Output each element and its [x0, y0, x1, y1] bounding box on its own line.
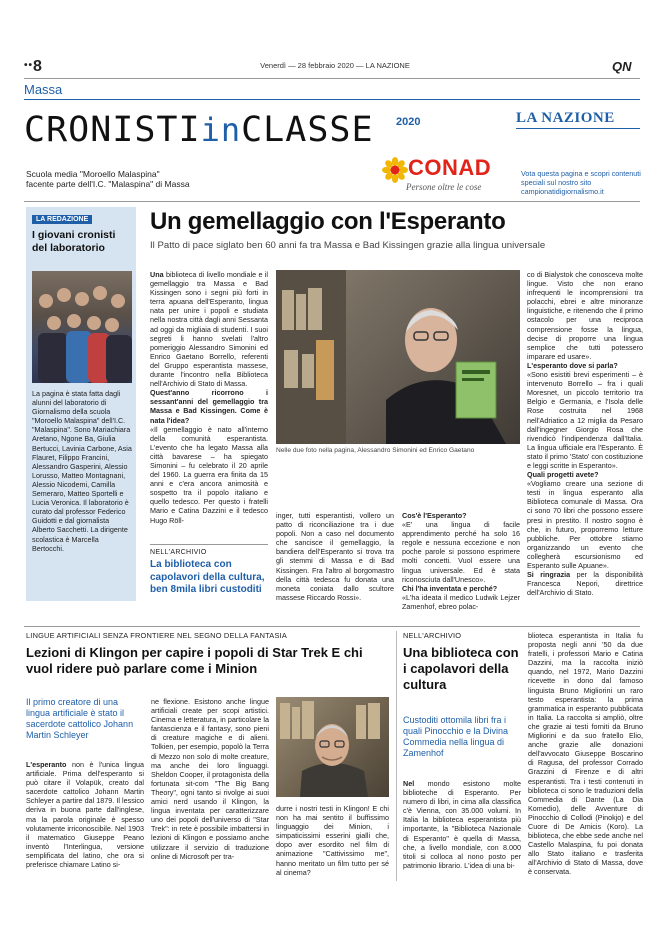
simonini-photo [276, 270, 520, 444]
students-photo [32, 271, 132, 383]
photo-caption: Nelle due foto nella pagina, Alessandro Simonini ed Enrico Gaetano [276, 447, 475, 454]
la-nazione-logo: LA NAZIONE [516, 110, 615, 126]
promo-box[interactable]: Vota questa pagina e scopri contenuti speciali sul nostro sito campionatidigiornalismo.it [521, 169, 641, 196]
main-col-4: co di Bialystok che conosceva molte lingue. Visto che non erano infrequenti le incomprensioni tra polacchi, ebrei e altre minoranze linguistiche, e ritenendo che il primo ostacolo per una reciproca comprensione fosse la lingua, decise di proporre una lingua semplice che tutti potessero imparare ed usare». L'esperanto dove si parla? «Sono esistiti brevi esperimenti – è intervenuto Borrello – fra i quali Moresnet, un piccolo territorio tra Belgio e Germania, e l'Isola delle Rose costruita nel 1968 nell'Adriatico a 12 miglia da Pesaro dall'ingegner Giorgio Rosa che rivendicò l'indipendenza dall'Italia. La lingua ufficiale era l'Esperanto. È stato il primo 'Stato' con costituzione e leggi scritte in Esperanto». Quali progetti avete? «Vogliamo creare una sezione di testi in lingua esperanto alla Biblioteca comunale di Massa. Ora ci sono 70 libri che possono essere presi in prestito. Il nostro sogno è che, in futuro, proporremo letture pubbliche. Per ottobre stiamo organizzando un evento che collegherà escursionismo ed Esperanto sulle Apuane». Si ringrazia per la disponibilità Francesca Nepori, direttrice dell'Archivio di Stato. [527, 270, 643, 598]
masthead-bottom-rule [24, 201, 640, 202]
section-divider [24, 626, 640, 627]
klingon-col-2: ne flexione. Esistono anche lingue artificiali create per scopi artistici. Cinema e letteratura, in particolare la fantascienza e il fantasy, sono pieni di creature magiche e di alieni. Tolkien, per esempio, popolò la Terra di Mezzo non solo di molte creature, ma anche dei loro linguaggi. Sheldon Cooper, il protagonista della fortunata sit-com "The Big Bang Theory", ogni tanto si rivolge ai suoi amici nerd usando il Klingon, la lingua inventata per caratterizzare uno dei popoli dell'universo di "Star Trek": in rete è possibile imbattersi in lezioni di Klingon e possiamo anche utilizzare il servizio di traduzione online di Microsoft per tra- [151, 697, 269, 861]
masthead-title: CRONISTIinCLASSE [24, 110, 374, 150]
archive-kicker: NELL'ARCHIVIO [403, 631, 462, 640]
klingon-col-1: L'esperanto non è l'unica lingua artificiale. Prima dell'esperanto si può citare il Volapük, creato dal sacerdote cattolico Johann Martin Schleyer a partire dal 1879. Il lessico deriva in buona parte dall'inglese, ma la parola originale è spesso volutamente irriconoscibile. Nel 1903 il matematico Giuseppe Peano inventò l'Interlingua, versione semplificata del latino, che ora si preferisce chiamare Latino si- [26, 760, 144, 870]
sidebar-box [26, 207, 136, 601]
main-headline: Un gemellaggio con l'Esperanto [150, 208, 506, 235]
header-rule [24, 78, 640, 79]
main-subhead: Il Patto di pace siglato ben 60 anni fa tra Massa e Bad Kissingen grazie alla lingua universale [150, 240, 546, 251]
klingon-kicker: LINGUE ARTIFICIALI SENZA FRONTIERE NEL SEGNO DELLA FANTASIA [26, 631, 287, 640]
box-archivio-kicker: NELL'ARCHIVIO [150, 549, 207, 556]
main-col-1: Una biblioteca di livello mondiale e il gemellaggio tra Massa e Bad Kissingen sono i segni più forti in terra apuana dell'Esperanto, lingua nata per unire i popoli e studiata nella nostra città dagli anni Sessanta ad oggi da migliaia di studenti. I suoi segreti li hanno svelati l'altro pomeriggio Alessandro Simonini ed Enrico Gaetano Borrello, referenti del Gruppo esperantista massese, durante l'incontro nella Biblioteca nell'Archivio di Stato di Massa. Quest'anno ricorrono i sessant'anni del gemellaggio tra Massa e Bad Kissingen. Come è nata l'idea? «Il gemellaggio è nato all'interno della comunità esperantista. L'evento che ha legato Massa alla città bavarese – ha spiegato Simonini – fu celebrato il 20 aprile del 1960. La guerra era finita da 15 anni e c'era ancora animosità e sospetto tra il popolo italiano e quello tedesco. Per questo i fratelli Mario e Catina Dazzini e il tedesco Hugo Röll- [150, 270, 268, 525]
masthead-year: 2020 [396, 116, 421, 128]
klingon-col-3: durre i nostri testi in Klingon! E chi non ha mai sentito il buffissimo linguaggio dei Minion, i simpaticissimi esserini gialli che, dopo aver esordito nel film di animazione "Cattivissimo me", hanno meritato un film tutto per sé al cinema? [276, 804, 389, 877]
section-name: Massa [24, 82, 63, 97]
section-rule [24, 99, 640, 100]
dateline: Venerdì — 28 febbraio 2020 — LA NAZIONE [260, 61, 410, 70]
sidebar-body: La pagina è stata fatta dagli alunni del laboratorio di Giornalismo della scuola "Moroello Malaspina" dell'I.C. "Malaspina". Sono Mariachiara Aretano, Ngone Ba, Giulia Bertucci, Lavinia Carbone, Asia Flauret, Filippo Francini, Alessandro Gasperini, Alessio Lorusso, Matteo Montagnani, Alessio Nicodemi, Camilla Semeraro, Matteo Sportelli e Lucia Veronica. Il laboratorio è curato dal professor Federico Guidotti e dal giornalista Alberto Sacchetti. La dirigente scolastica è Marcella Bertocchi. [32, 389, 132, 553]
daisy-icon [382, 157, 408, 183]
main-col-3: Cos'è l'Esperanto? «E' una lingua di facile apprendimento perché ha solo 16 regole e nessuna eccezione e non poche parole si possono esprimere molti concetti. Vuol essere una lingua universale. Ed è stata riconosciuta dall'Unesco». Chi l'ha inventata e perché? «L'ha ideata il medico Ludwik Lejzer Zamenhof, ebreo polac- [402, 511, 520, 611]
qn-logo: QN [612, 59, 632, 74]
sidebar-tag: LA REDAZIONE [32, 215, 92, 224]
masthead-rule [516, 128, 640, 129]
archive-col-1: Nel mondo esistono molte biblioteche di Esperanto. Per numero di libri, in cima alla classifica c'è Vienna, con 35.000 volumi. In Italia la biblioteca esperantista più importante, la "Biblioteca Nazionale di Esperanto" è quella di Massa, che, a livello mondiale, con 8.000 titoli si colloca al nono posto per patrimonio librario. L'idea di una bi- [403, 779, 521, 870]
klingon-headline: Lezioni di Klingon per capire i popoli di Star Trek E chi vuol ridere può parlare come i Minion [26, 645, 363, 676]
archive-headline: Una biblioteca con i capolavori della cultura [403, 645, 519, 692]
conad-logo: CONAD Persone oltre le cose [382, 155, 506, 195]
archive-intro: Custoditi ottomila libri fra i quali Pinocchio e la Divina Commedia nella lingua di Zamenhof [403, 715, 509, 758]
page-number: ••8 [24, 58, 42, 75]
sidebar-title: I giovani cronisti del laboratorio [32, 229, 116, 254]
box-archivio-rule [150, 544, 268, 545]
school-name: Scuola media "Moroello Malaspina" facente parte dell'I.C. "Malaspina" di Massa [26, 169, 190, 189]
borrello-photo [276, 697, 389, 797]
box-archivio-text: La biblioteca con capolavori della cultura, ben 8mila libri custoditi [150, 559, 265, 595]
main-col-2: inger, tutti esperantisti, vollero un patto di riconciliazione tra i due popoli. Non a caso nel documento che sancisce il gemellaggio, la bandiera dell'Esperanto si trova tra gli stemmi di Massa e di Bad Kissingen. Fra l'altro al borgomastro della città tedesca fu donata una moneta coniata dallo scultore massese Riccardo Rossi». [276, 511, 394, 602]
vertical-divider [396, 631, 397, 881]
klingon-intro: Il primo creatore di una lingua artificiale è stato il sacerdote cattolico Johann Martin Schleyer [26, 697, 134, 740]
archive-col-2: blioteca esperantista in Italia fu proposta negli anni '50 da due fratelli, i professori Mario e Catina Dazzini, ma la raccolta iniziò quando, nel 1972, Mario Dazzini ricevette in dono dal famoso linguista Bruno Migliorini un raro testo esperantista: la prima grammatica in esperanto pubblicata in Italia. La raccolta si ampliò, oltre che grazie ai testi forniti da Bruno Migliorini e da suo fratello Elio, anche grazie alle donazioni dell'avvocato Giuseppe Boscarino di Ragusa, del professor Corrado Grazzini di Firenze e di altri esperantisti. Tra i testi contenuti in biblioteca ci sono le traduzioni della Commedia di Dante (La Dia Komedio), delle Avventure di Pinocchio di Collodi (Pinokjo) e del Cuore di De Amicis (Koro). La biblioteca, che ebbe sede anche nel Castello Malaspina, fu poi donata allo Stato italiano e trasferita all'Archivio di Stato di Massa, dove è conservata. [528, 631, 643, 877]
